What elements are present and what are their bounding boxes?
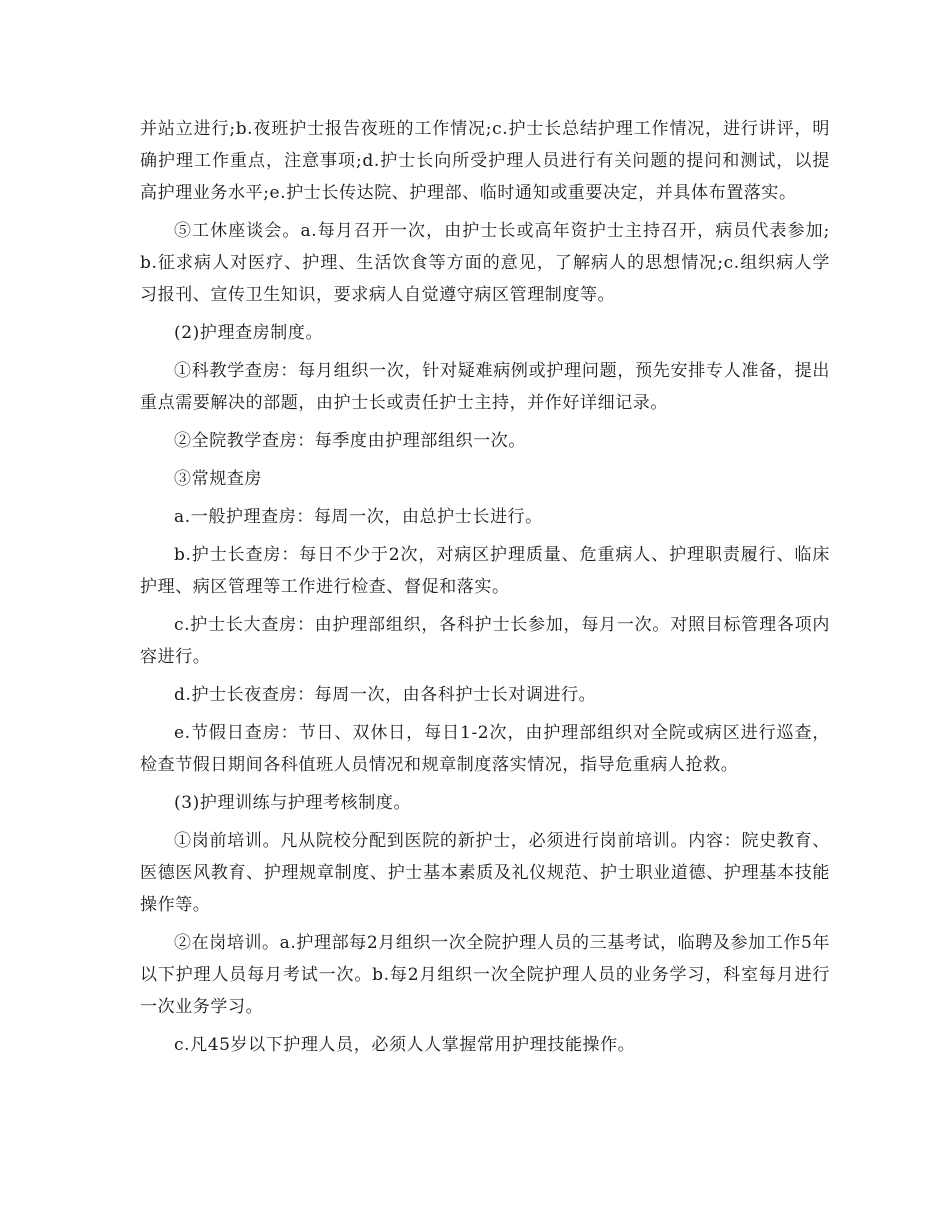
paragraph-routine-rounds: ③常规查房 xyxy=(174,469,262,489)
paragraph-on-job-training: ②在岗培训。a.护理部每2月组织一次全院护理人员的三基考试，临聘及参加工作5年以下护理人员每月考试一次。b.每2月组织一次全院护理人员的业务学习，科室每月进行一次业务学习。 xyxy=(140,933,830,1017)
paragraph-night-rounds: d.护士长夜查房：每周一次，由各科护士长对调进行。 xyxy=(174,685,597,705)
section-heading-training-assessment: (3)护理训练与护理考核制度。 xyxy=(174,793,412,813)
paragraph-shift-meeting-continued: 并站立进行;b.夜班护士报告夜班的工作情况;c.护士长总结护理工作情况，进行讲评，明确护理工作重点，注意事项;d.护士长向所受护理人员进行有关问题的提问和测试，以提高护理业务水平;e.护士长传达院、护理部、临时通知或重要决定，并具体布置落实。 xyxy=(140,119,830,203)
paragraph-head-nurse-rounds: b.护士长查房：每日不少于2次，对病区护理质量、危重病人、护理职责履行、临床护理、病区管理等工作进行检查、督促和落实。 xyxy=(140,545,830,597)
paragraph-hospital-teaching-rounds: ②全院教学查房：每季度由护理部组织一次。 xyxy=(174,431,526,451)
paragraph-general-rounds: a.一般护理查房：每周一次，由总护士长进行。 xyxy=(174,507,543,527)
paragraph-department-teaching-rounds: ①科教学查房：每月组织一次，针对疑难病例或护理问题，预先安排专人准备，提出重点需要解决的部题，由护士长或责任护士主持，并作好详细记录。 xyxy=(140,361,830,413)
paragraph-skill-requirement: c.凡45岁以下护理人员，必须人人掌握常用护理技能操作。 xyxy=(174,1035,636,1055)
section-heading-nursing-rounds: (2)护理查房制度。 xyxy=(174,323,324,343)
document-body xyxy=(140,113,830,1061)
paragraph-grand-rounds: c.护士长大查房：由护理部组织，各科护士长参加，每月一次。对照目标管理各项内容进行。 xyxy=(140,615,830,667)
paragraph-patient-forum: ⑤工休座谈会。a.每月召开一次，由护士长或高年资护士主持召开，病员代表参加;b.征求病人对医疗、护理、生活饮食等方面的意见，了解病人的思想情况;c.组织病人学习报刊、宣传卫生知识，要求病人自觉遵守病区管理制度等。 xyxy=(140,221,830,305)
paragraph-holiday-rounds: e.节假日查房：节日、双休日，每日1-2次，由护理部组织对全院或病区进行巡查，检查节假日期间各科值班人员情况和规章制度落实情况，指导危重病人抢救。 xyxy=(140,723,830,775)
paragraph-pre-job-training: ①岗前培训。凡从院校分配到医院的新护士，必须进行岗前培训。内容：院史教育、医德医风教育、护理规章制度、护士基本素质及礼仪规范、护士职业道德、护理基本技能操作等。 xyxy=(140,831,830,915)
